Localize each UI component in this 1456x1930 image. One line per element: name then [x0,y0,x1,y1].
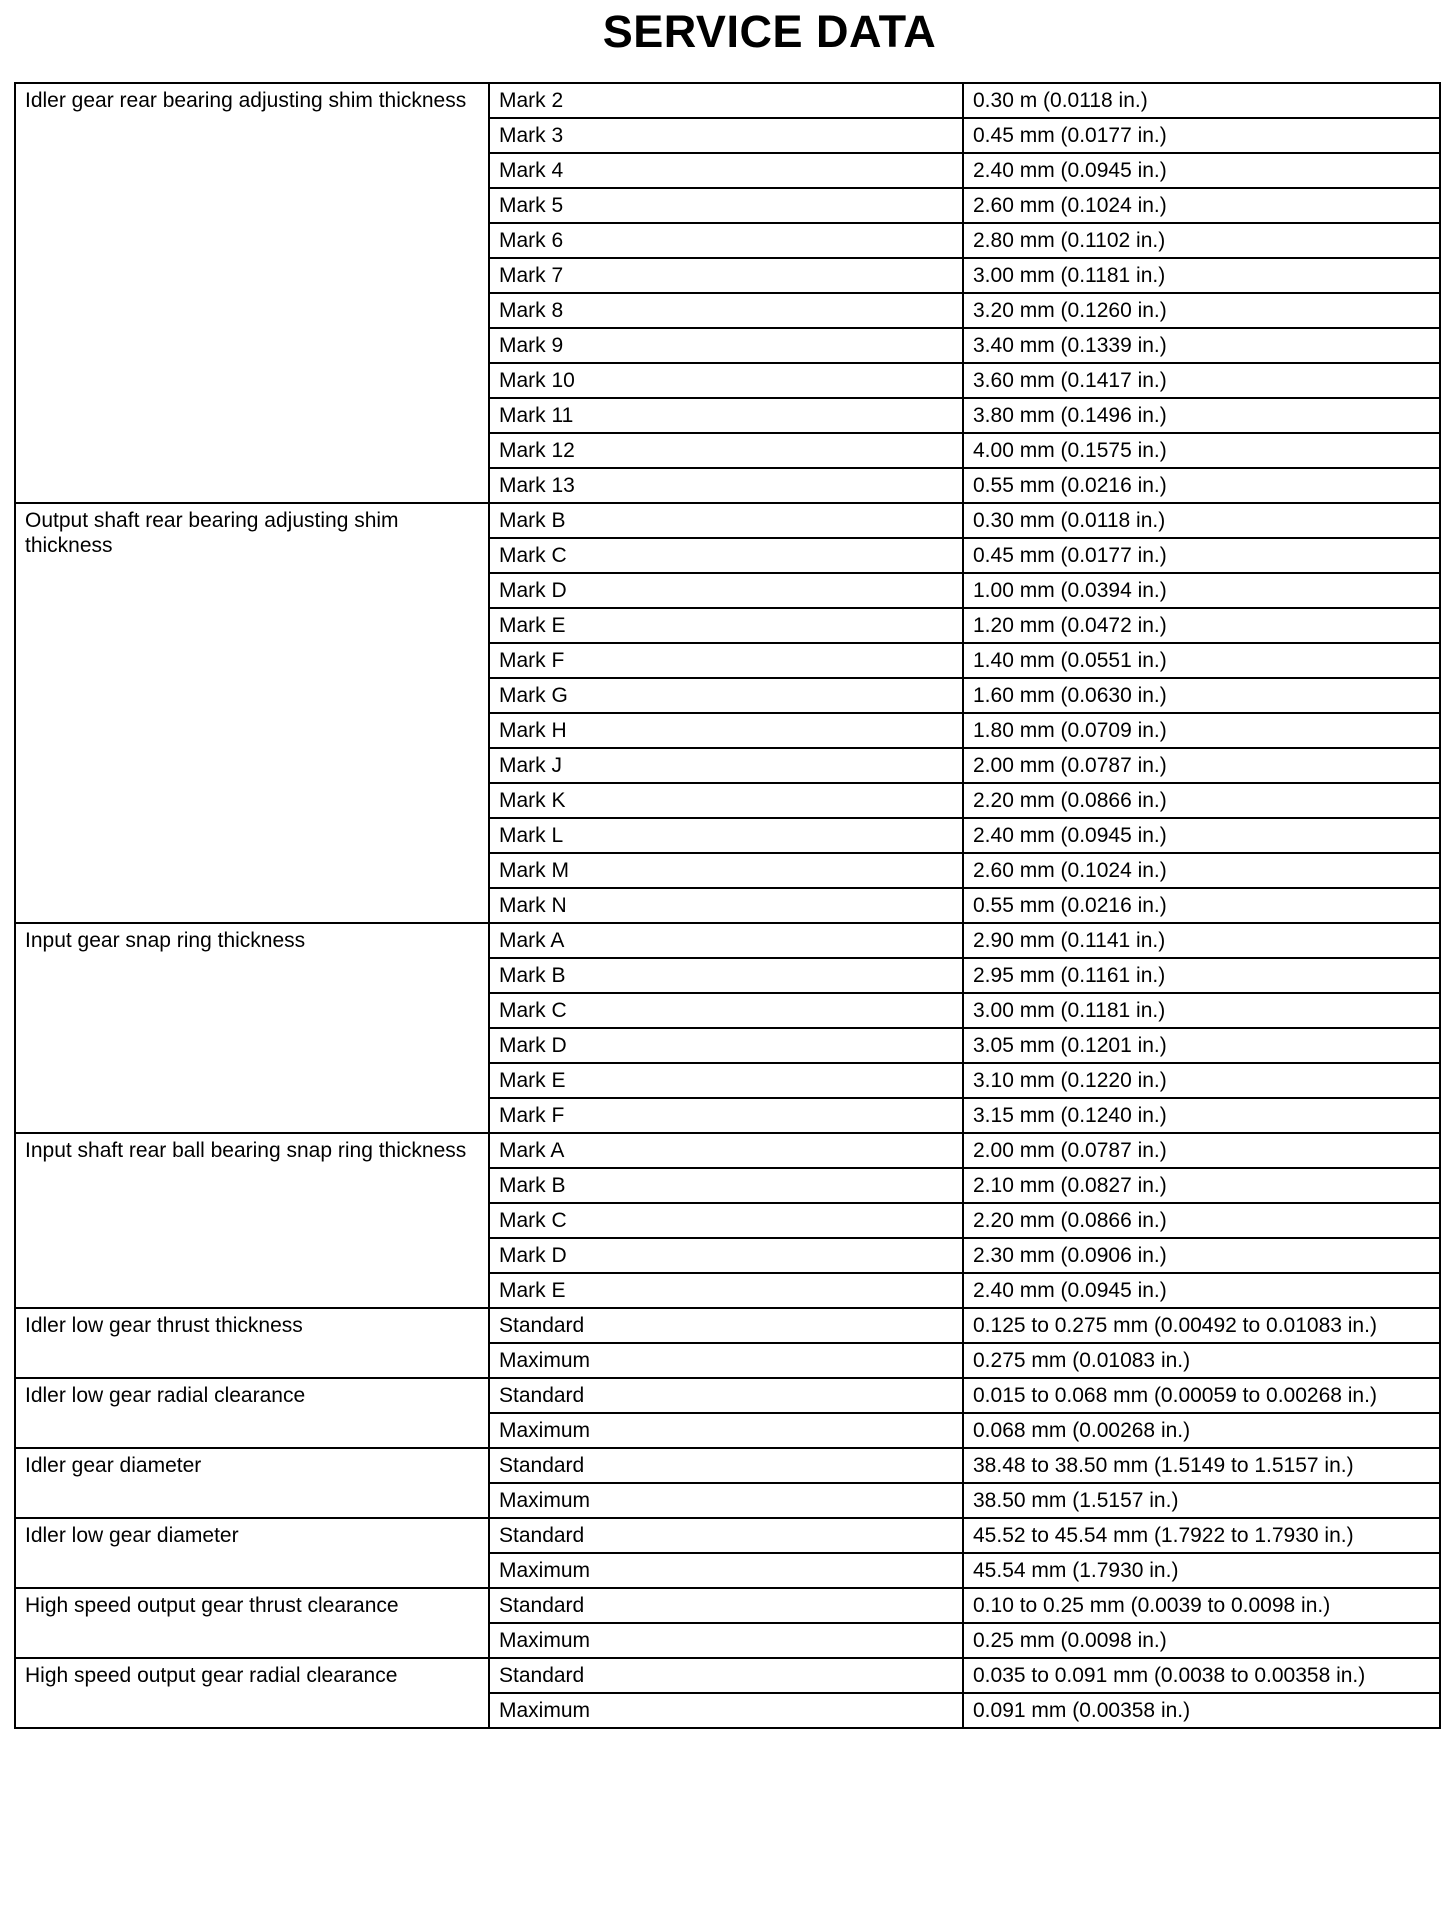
spec-mark-label: Mark 12 [489,433,963,468]
spec-mark-label: Mark C [489,993,963,1028]
spec-mark-label: Mark A [489,1133,963,1168]
spec-mark-label: Mark 13 [489,468,963,503]
spec-mark-label: Mark 11 [489,398,963,433]
spec-value: 2.10 mm (0.0827 in.) [963,1168,1440,1203]
spec-item-name: Idler low gear thrust thickness [15,1308,489,1378]
spec-value: 2.20 mm (0.0866 in.) [963,1203,1440,1238]
spec-mark-label: Maximum [489,1623,963,1658]
spec-value: 1.00 mm (0.0394 in.) [963,573,1440,608]
spec-value: 3.00 mm (0.1181 in.) [963,993,1440,1028]
spec-mark-label: Mark 6 [489,223,963,258]
spec-mark-label: Mark H [489,713,963,748]
spec-mark-label: Mark D [489,1238,963,1273]
spec-value: 2.00 mm (0.0787 in.) [963,748,1440,783]
spec-mark-label: Mark E [489,1273,963,1308]
spec-mark-label: Mark 8 [489,293,963,328]
spec-value: 2.60 mm (0.1024 in.) [963,188,1440,223]
spec-mark-label: Standard [489,1588,963,1623]
spec-mark-label: Mark 4 [489,153,963,188]
spec-mark-label: Standard [489,1448,963,1483]
spec-value: 2.90 mm (0.1141 in.) [963,923,1440,958]
page-title: SERVICE DATA [602,6,937,57]
spec-mark-label: Mark D [489,573,963,608]
spec-value: 0.068 mm (0.00268 in.) [963,1413,1440,1448]
spec-value: 0.275 mm (0.01083 in.) [963,1343,1440,1378]
spec-mark-label: Maximum [489,1553,963,1588]
spec-mark-label: Mark D [489,1028,963,1063]
spec-value: 0.45 mm (0.0177 in.) [963,118,1440,153]
spec-mark-label: Mark B [489,503,963,538]
spec-mark-label: Mark A [489,923,963,958]
spec-value: 1.20 mm (0.0472 in.) [963,608,1440,643]
spec-value: 0.55 mm (0.0216 in.) [963,468,1440,503]
service-data-table [14,82,1441,1729]
spec-mark-label: Maximum [489,1413,963,1448]
table-row [15,1308,1440,1343]
spec-value: 2.20 mm (0.0866 in.) [963,783,1440,818]
spec-mark-label: Mark J [489,748,963,783]
spec-value: 2.00 mm (0.0787 in.) [963,1133,1440,1168]
spec-value: 3.20 mm (0.1260 in.) [963,293,1440,328]
spec-mark-label: Mark F [489,1098,963,1133]
spec-item-name: Input gear snap ring thickness [15,923,489,1133]
spec-mark-label: Standard [489,1658,963,1693]
spec-value: 1.80 mm (0.0709 in.) [963,713,1440,748]
table-row [15,1448,1440,1483]
spec-value: 1.60 mm (0.0630 in.) [963,678,1440,713]
spec-value: 3.40 mm (0.1339 in.) [963,328,1440,363]
spec-value: 2.40 mm (0.0945 in.) [963,153,1440,188]
spec-mark-label: Mark G [489,678,963,713]
spec-mark-label: Mark E [489,608,963,643]
spec-value: 3.00 mm (0.1181 in.) [963,258,1440,293]
spec-value: 38.50 mm (1.5157 in.) [963,1483,1440,1518]
spec-item-name: Idler low gear diameter [15,1518,489,1588]
spec-mark-label: Mark B [489,1168,963,1203]
spec-mark-label: Standard [489,1378,963,1413]
spec-value: 0.30 m (0.0118 in.) [963,83,1440,118]
table-row [15,83,1440,118]
spec-value: 3.80 mm (0.1496 in.) [963,398,1440,433]
spec-mark-label: Mark 10 [489,363,963,398]
spec-value: 3.60 mm (0.1417 in.) [963,363,1440,398]
spec-mark-label: Mark E [489,1063,963,1098]
table-row [15,503,1440,538]
spec-value: 0.125 to 0.275 mm (0.00492 to 0.01083 in.) [963,1308,1440,1343]
table-row [15,1588,1440,1623]
spec-mark-label: Mark N [489,888,963,923]
spec-mark-label: Mark M [489,853,963,888]
spec-value: 45.52 to 45.54 mm (1.7922 to 1.7930 in.) [963,1518,1440,1553]
spec-mark-label: Mark C [489,1203,963,1238]
spec-value: 4.00 mm (0.1575 in.) [963,433,1440,468]
spec-mark-label: Mark C [489,538,963,573]
spec-item-name: Idler gear rear bearing adjusting shim thickness [15,83,489,503]
spec-mark-label: Mark 2 [489,83,963,118]
spec-item-name: High speed output gear thrust clearance [15,1588,489,1658]
spec-value: 0.10 to 0.25 mm (0.0039 to 0.0098 in.) [963,1588,1440,1623]
spec-value: 2.40 mm (0.0945 in.) [963,1273,1440,1308]
spec-mark-label: Maximum [489,1343,963,1378]
spec-mark-label: Mark 3 [489,118,963,153]
table-row [15,923,1440,958]
spec-value: 2.80 mm (0.1102 in.) [963,223,1440,258]
spec-item-name: Input shaft rear ball bearing snap ring thickness [15,1133,489,1308]
spec-value: 1.40 mm (0.0551 in.) [963,643,1440,678]
spec-value: 2.95 mm (0.1161 in.) [963,958,1440,993]
table-row [15,1378,1440,1413]
spec-value: 0.091 mm (0.00358 in.) [963,1693,1440,1728]
spec-mark-label: Standard [489,1518,963,1553]
spec-mark-label: Maximum [489,1693,963,1728]
spec-value: 3.05 mm (0.1201 in.) [963,1028,1440,1063]
table-row [15,1518,1440,1553]
spec-item-name: Idler low gear radial clearance [15,1378,489,1448]
spec-value: 0.035 to 0.091 mm (0.0038 to 0.00358 in.) [963,1658,1440,1693]
spec-item-name: High speed output gear radial clearance [15,1658,489,1728]
spec-mark-label: Standard [489,1308,963,1343]
spec-mark-label: Mark 9 [489,328,963,363]
spec-mark-label: Maximum [489,1483,963,1518]
spec-value: 0.30 mm (0.0118 in.) [963,503,1440,538]
spec-mark-label: Mark 7 [489,258,963,293]
spec-value: 2.60 mm (0.1024 in.) [963,853,1440,888]
spec-value: 3.10 mm (0.1220 in.) [963,1063,1440,1098]
spec-value: 2.40 mm (0.0945 in.) [963,818,1440,853]
spec-value: 3.15 mm (0.1240 in.) [963,1098,1440,1133]
service-data-table-body [15,83,1440,1728]
spec-value: 0.25 mm (0.0098 in.) [963,1623,1440,1658]
spec-value: 0.45 mm (0.0177 in.) [963,538,1440,573]
spec-value: 38.48 to 38.50 mm (1.5149 to 1.5157 in.) [963,1448,1440,1483]
table-row [15,1133,1440,1168]
spec-item-name: Output shaft rear bearing adjusting shim thickness [15,503,489,923]
spec-mark-label: Mark 5 [489,188,963,223]
spec-mark-label: Mark K [489,783,963,818]
spec-mark-label: Mark F [489,643,963,678]
spec-value: 0.55 mm (0.0216 in.) [963,888,1440,923]
spec-value: 0.015 to 0.068 mm (0.00059 to 0.00268 in.) [963,1378,1440,1413]
spec-mark-label: Mark B [489,958,963,993]
spec-value: 2.30 mm (0.0906 in.) [963,1238,1440,1273]
table-row [15,1658,1440,1693]
spec-item-name: Idler gear diameter [15,1448,489,1518]
spec-value: 45.54 mm (1.7930 in.) [963,1553,1440,1588]
spec-mark-label: Mark L [489,818,963,853]
